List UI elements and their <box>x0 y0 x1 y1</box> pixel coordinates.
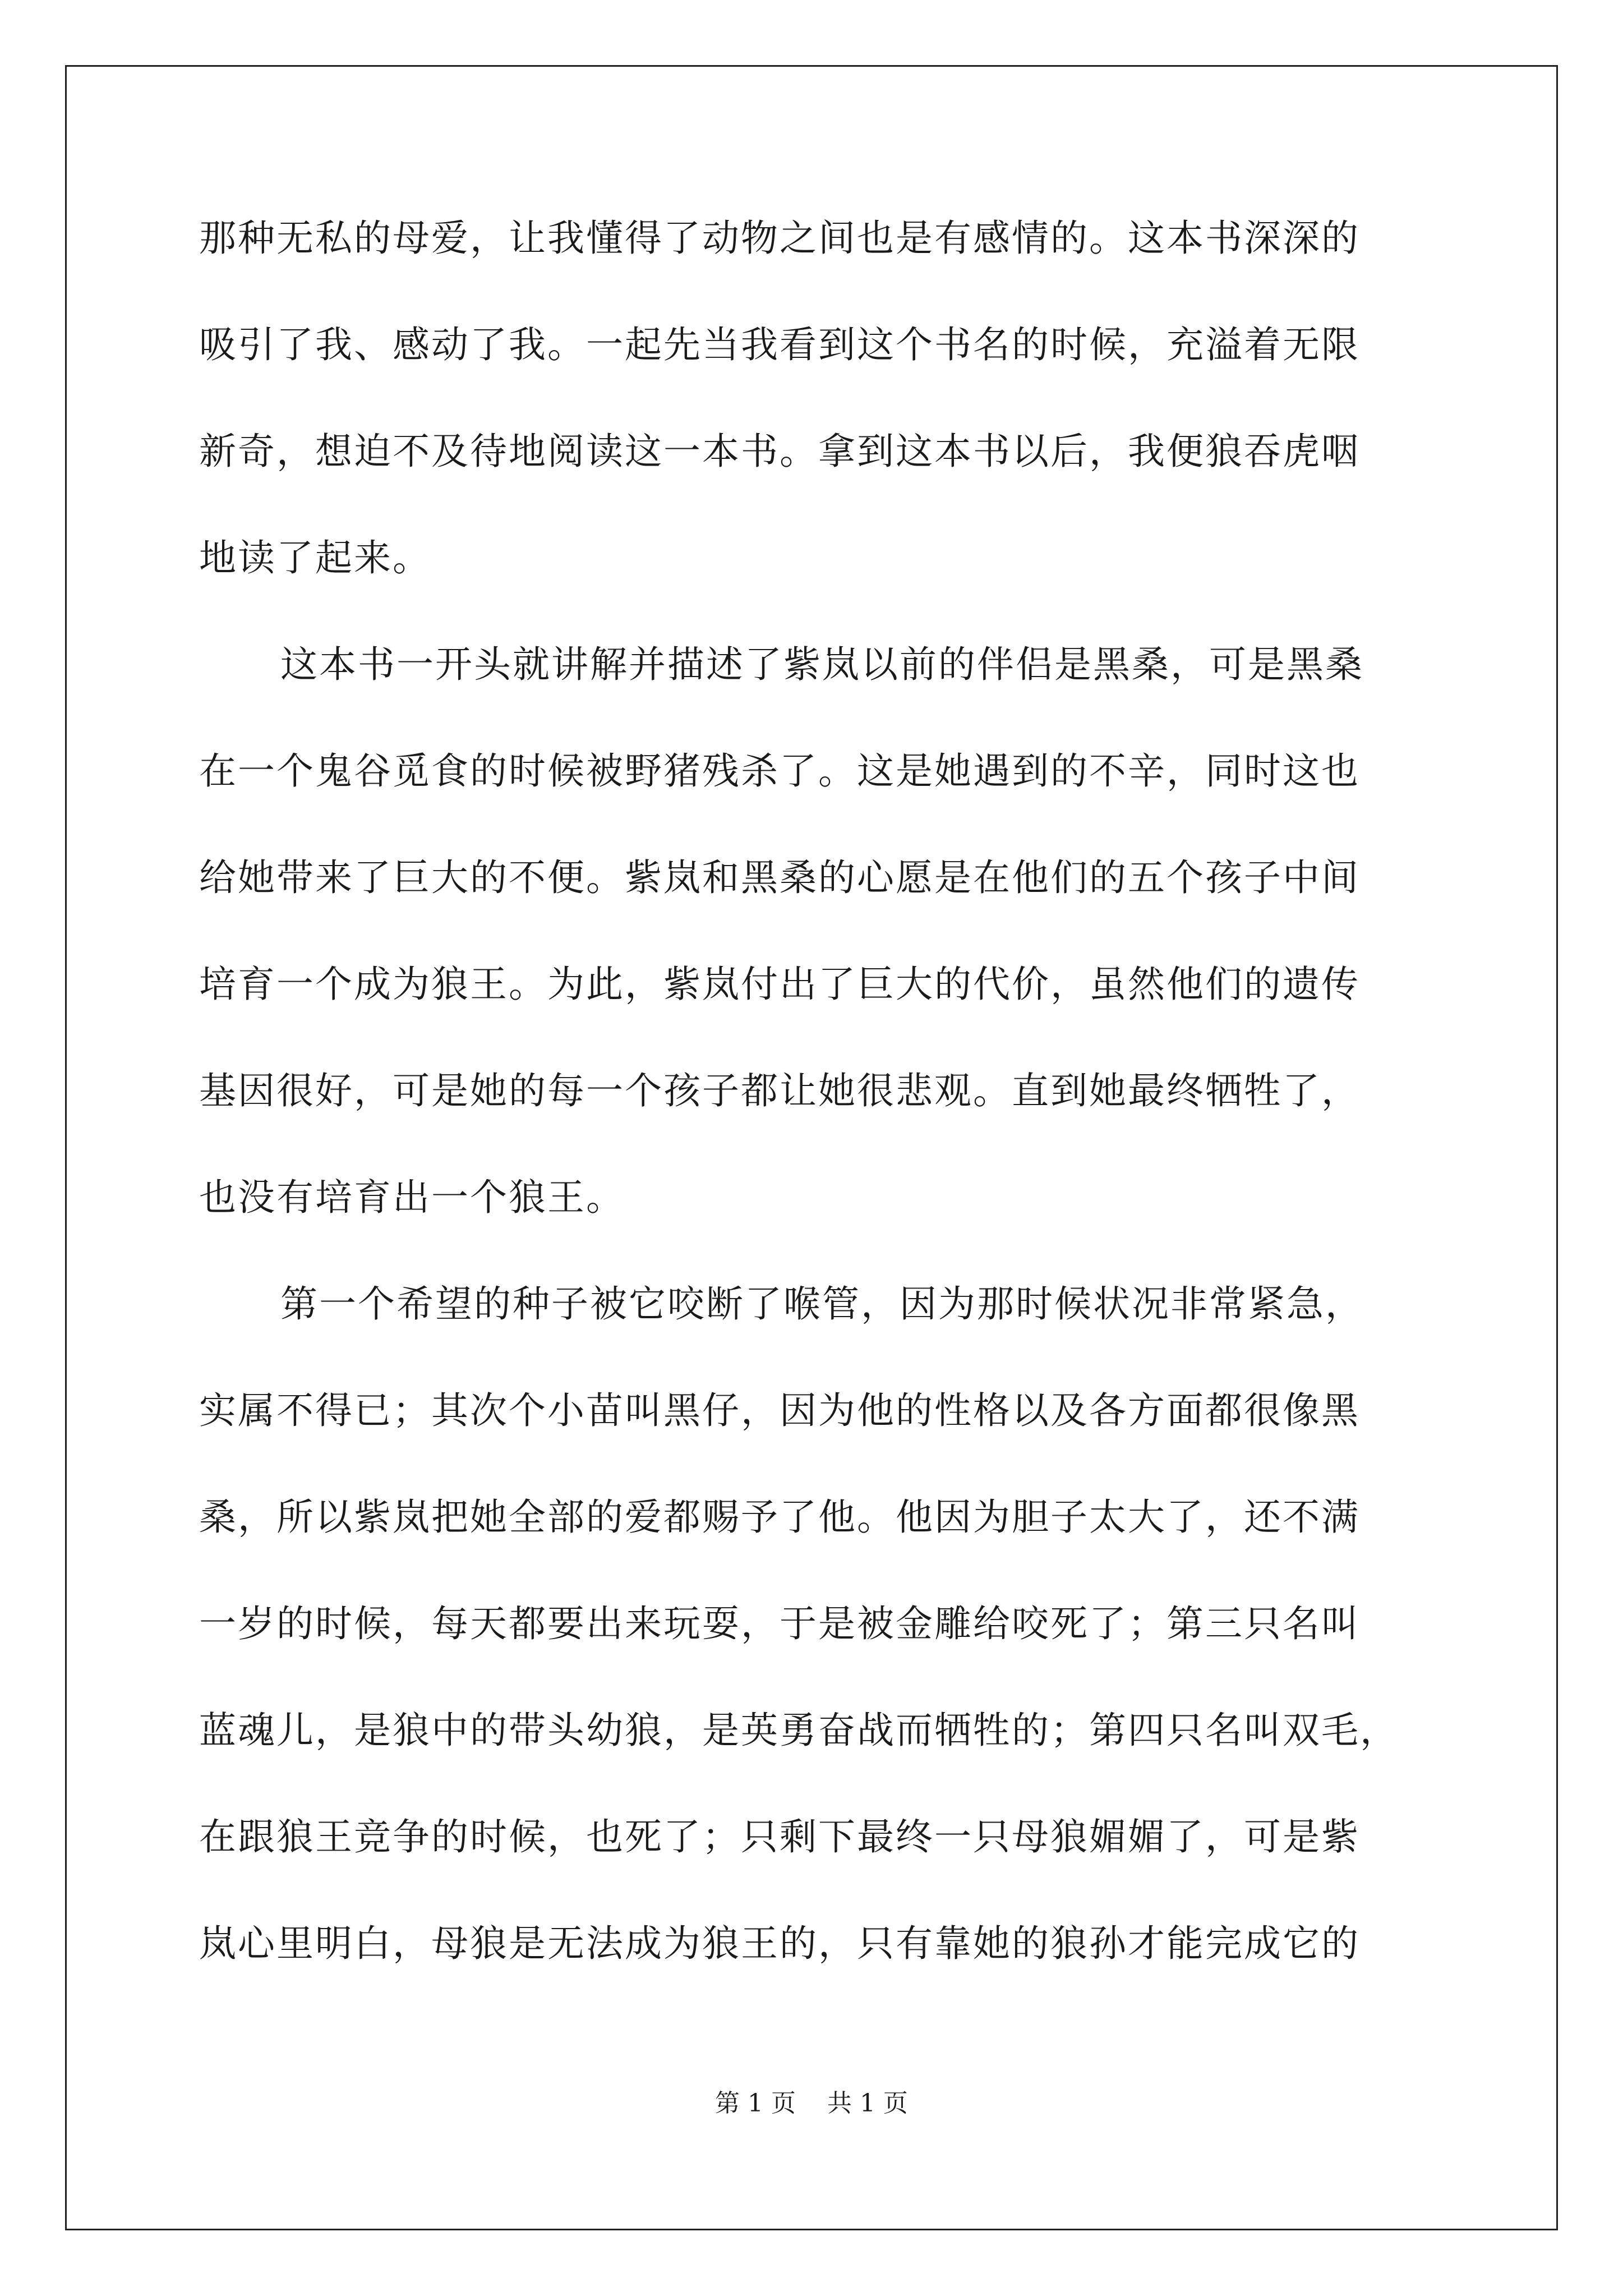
text-line: 新奇，想迫不及待地阅读这一本书。拿到这本书以后，我便狼吞虎咽 <box>199 430 1360 473</box>
text-line: 基因很好，可是她的每一个孩子都让她很悲观。直到她最终牺牲了， <box>199 1069 1360 1112</box>
text-line: 在一个鬼谷觅食的时候被野猪残杀了。这是她遇到的不辛，同时这也 <box>199 749 1360 793</box>
text-line: 吸引了我、感动了我。一起先当我看到这个书名的时候，充溢着无限 <box>199 323 1360 366</box>
paragraph-2 <box>199 638 1433 1224</box>
text-line: 那种无私的母爱，让我懂得了动物之间也是有感情的。这本书深深的 <box>199 217 1360 260</box>
text-line: 蓝魂儿，是狼中的带头幼狼，是英勇奋战而牺牲的；第四只名叫双毛， <box>199 1709 1399 1752</box>
text-line: 一岁的时候，每天都要出来玩耍，于是被金雕给咬死了；第三只名叫 <box>199 1602 1360 1645</box>
text-line: 岚心里明白，母狼是无法成为狼王的，只有靠她的狼孙才能完成它的 <box>199 1922 1360 1965</box>
text-line: 培育一个成为狼王。为此，紫岚付出了巨大的代价，虽然他们的遗传 <box>199 963 1360 1006</box>
document-body <box>199 212 1433 1970</box>
text-line: 实属不得已；其次个小苗叫黑仔，因为他的性格以及各方面都很像黑 <box>199 1389 1360 1432</box>
text-line: 给她带来了巨大的不便。紫岚和黑桑的心愿是在他们的五个孩子中间 <box>199 856 1360 899</box>
page-number-footer: 第 1 页 共 1 页 <box>715 2089 908 2118</box>
text-line: 这本书一开头就讲解并描述了紫岚以前的伴侣是黑桑，可是黑桑 <box>280 643 1364 686</box>
text-line: 地读了起来。 <box>199 536 431 579</box>
text-line: 也没有培育出一个狼王。 <box>199 1176 625 1219</box>
text-line: 桑，所以紫岚把她全部的爱都赐予了他。他因为胆子太大了，还不满 <box>199 1496 1360 1539</box>
text-line: 在跟狼王竞争的时候，也死了；只剩下最终一只母狼媚媚了，可是紫 <box>199 1815 1360 1858</box>
text-line: 第一个希望的种子被它咬断了喉管，因为那时候状况非常紧急， <box>280 1282 1364 1326</box>
paragraph-1 <box>199 212 1433 585</box>
paragraph-3 <box>199 1278 1433 1970</box>
